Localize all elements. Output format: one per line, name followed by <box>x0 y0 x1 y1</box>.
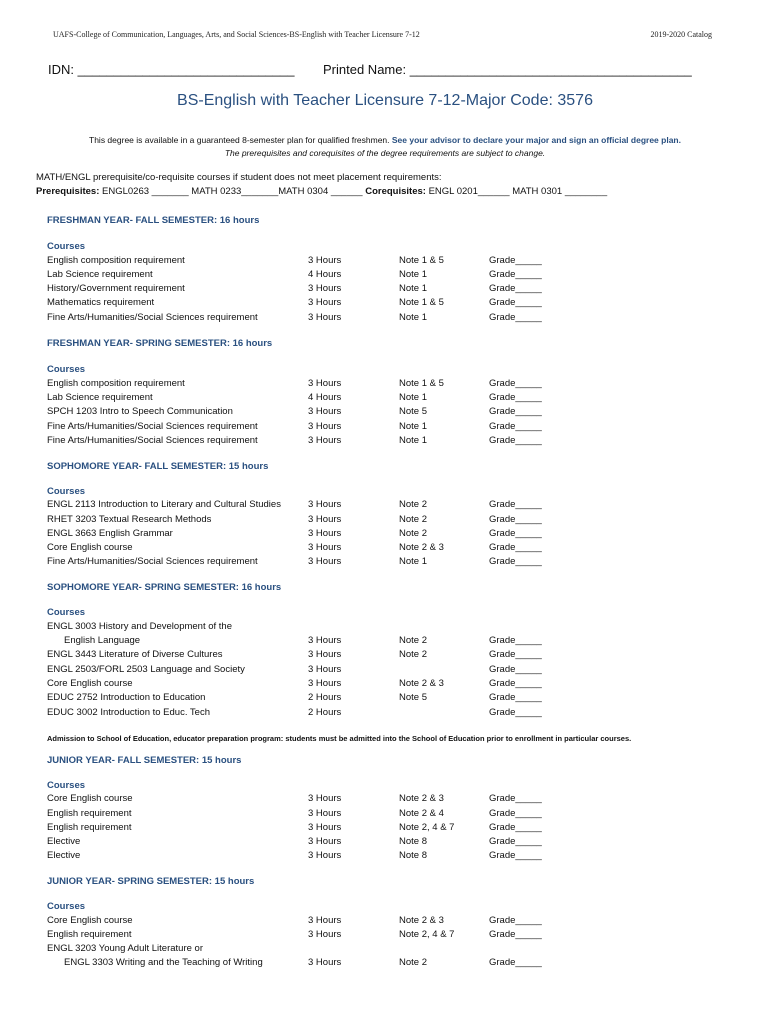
prereq-courses: ENGL0263 _______ MATH 0233_______MATH 0304 ______ <box>99 186 366 197</box>
course-hours: 3 Hours <box>308 915 342 926</box>
grade-field[interactable]: Grade_____ <box>489 822 542 833</box>
course-hours: 2 Hours <box>308 692 342 703</box>
course-hours: 3 Hours <box>308 499 342 510</box>
requirements-change-note: The prerequisites and corequisites of the degree requirements are subject to change. <box>224 148 546 158</box>
course-name: ENGL 3303 Writing and the Teaching of Writing <box>64 957 263 968</box>
table-row <box>0 312 770 326</box>
course-note: Note 1 <box>399 283 427 294</box>
course-name: English requirement <box>47 808 132 819</box>
page-title: BS-English with Teacher Licensure 7-12-Major Code: 3576 <box>177 92 593 109</box>
course-name: Core English course <box>47 542 133 553</box>
idn-field[interactable]: IDN: ______________________________ <box>48 62 295 77</box>
course-note: Note 2 <box>399 514 427 525</box>
grade-field[interactable]: Grade_____ <box>489 836 542 847</box>
course-hours: 3 Hours <box>308 255 342 266</box>
grade-field[interactable]: Grade_____ <box>489 556 542 567</box>
course-name: ENGL 3203 Young Adult Literature or <box>47 943 203 954</box>
course-note: Note 1 <box>399 556 427 567</box>
course-name: EDUC 2752 Introduction to Education <box>47 692 206 703</box>
admission-note: Admission to School of Education, educator preparation program: students must be admitted into the School of Education prior to enrollment in particular courses. <box>47 734 632 743</box>
table-row <box>0 406 770 420</box>
course-hours: 2 Hours <box>308 707 342 718</box>
course-note: Note 1 <box>399 421 427 432</box>
course-note: Note 2 <box>399 957 427 968</box>
table-row <box>0 943 770 957</box>
course-name: English requirement <box>47 929 132 940</box>
grade-field[interactable]: Grade_____ <box>489 793 542 804</box>
table-row <box>0 635 770 649</box>
course-note: Note 1 <box>399 312 427 323</box>
course-hours: 3 Hours <box>308 635 342 646</box>
semester-title-junior-fall: JUNIOR YEAR- FALL SEMESTER: 15 hours <box>47 755 242 766</box>
table-row <box>0 836 770 850</box>
grade-field[interactable]: Grade_____ <box>489 808 542 819</box>
course-note: Note 2 & 4 <box>399 808 444 819</box>
table-row <box>0 255 770 269</box>
course-name: Lab Science requirement <box>47 392 153 403</box>
table-row <box>0 808 770 822</box>
courses-heading: Courses <box>47 241 86 252</box>
course-hours: 3 Hours <box>308 283 342 294</box>
courses-heading: Courses <box>47 607 86 618</box>
course-name: English Language <box>64 635 141 646</box>
semester-title-sophomore-spring: SOPHOMORE YEAR- SPRING SEMESTER: 16 hours <box>47 582 282 593</box>
grade-field[interactable]: Grade_____ <box>489 957 542 968</box>
course-hours: 3 Hours <box>308 435 342 446</box>
grade-field[interactable]: Grade_____ <box>489 664 542 675</box>
course-hours: 3 Hours <box>308 793 342 804</box>
table-row <box>0 707 770 721</box>
grade-field[interactable]: Grade_____ <box>489 915 542 926</box>
course-name: Elective <box>47 836 81 847</box>
course-note: Note 2 & 3 <box>399 793 444 804</box>
course-note: Note 1 <box>399 435 427 446</box>
course-hours: 3 Hours <box>308 664 342 675</box>
course-name: History/Government requirement <box>47 283 185 294</box>
course-note: Note 8 <box>399 836 427 847</box>
course-hours: 3 Hours <box>308 297 342 308</box>
course-hours: 3 Hours <box>308 528 342 539</box>
course-name: Core English course <box>47 793 133 804</box>
grade-field[interactable]: Grade_____ <box>489 649 542 660</box>
course-hours: 3 Hours <box>308 808 342 819</box>
course-name: ENGL 2503/FORL 2503 Language and Society <box>47 664 245 675</box>
course-name: English composition requirement <box>47 255 185 266</box>
page-header-left: UAFS-College of Communication, Languages, Arts, and Social Sciences-BS-English with Teacher Licensure 7-12 <box>53 30 420 39</box>
prereq-label: Prerequisites: <box>36 186 100 197</box>
grade-field[interactable]: Grade_____ <box>489 421 542 432</box>
grade-field[interactable]: Grade_____ <box>489 406 542 417</box>
course-name: Fine Arts/Humanities/Social Sciences requirement <box>47 556 258 567</box>
table-row <box>0 664 770 678</box>
course-name: ENGL 3443 Literature of Diverse Cultures <box>47 649 223 660</box>
courses-heading: Courses <box>47 364 86 375</box>
table-row <box>0 929 770 943</box>
table-row <box>0 514 770 528</box>
course-note: Note 2 & 3 <box>399 542 444 553</box>
course-hours: 3 Hours <box>308 556 342 567</box>
table-row <box>0 378 770 392</box>
grade-field[interactable]: Grade_____ <box>489 378 542 389</box>
coreq-label: Corequisites: <box>365 186 426 197</box>
course-hours: 3 Hours <box>308 421 342 432</box>
grade-field[interactable]: Grade_____ <box>489 499 542 510</box>
course-hours: 3 Hours <box>308 514 342 525</box>
course-hours: 4 Hours <box>308 269 342 280</box>
courses-heading: Courses <box>47 901 86 912</box>
course-note: Note 5 <box>399 692 427 703</box>
course-note: Note 1 <box>399 392 427 403</box>
course-note: Note 1 & 5 <box>399 255 444 266</box>
course-hours: 3 Hours <box>308 542 342 553</box>
table-row <box>0 649 770 663</box>
course-note: Note 5 <box>399 406 427 417</box>
course-hours: 3 Hours <box>308 312 342 323</box>
course-note: Note 2 <box>399 649 427 660</box>
course-name: Core English course <box>47 678 133 689</box>
courses-heading: Courses <box>47 486 86 497</box>
page-header-right: 2019-2020 Catalog <box>650 30 712 39</box>
course-name: ENGL 3003 History and Development of the <box>47 621 232 632</box>
course-name: English requirement <box>47 822 132 833</box>
course-hours: 3 Hours <box>308 957 342 968</box>
prereq-intro: MATH/ENGL prerequisite/co-requisite courses if student does not meet placement requirements: <box>36 172 442 183</box>
grade-field[interactable]: Grade_____ <box>489 283 542 294</box>
course-note: Note 1 <box>399 269 427 280</box>
course-hours: 3 Hours <box>308 822 342 833</box>
grade-field[interactable]: Grade_____ <box>489 297 542 308</box>
course-hours: 3 Hours <box>308 678 342 689</box>
courses-heading: Courses <box>47 780 86 791</box>
course-note: Note 1 & 5 <box>399 378 444 389</box>
course-hours: 3 Hours <box>308 406 342 417</box>
course-note: Note 1 & 5 <box>399 297 444 308</box>
printed-name-field[interactable]: Printed Name: _______________________________________ <box>323 62 692 77</box>
coreq-courses: ENGL 0201______ MATH 0301 ________ <box>425 186 608 197</box>
course-hours: 3 Hours <box>308 850 342 861</box>
table-row <box>0 822 770 836</box>
course-name: ENGL 2113 Introduction to Literary and Cultural Studies <box>47 499 281 510</box>
advisor-note: See your advisor to declare your major and sign an official degree plan. <box>391 135 681 145</box>
course-name: Core English course <box>47 915 133 926</box>
grade-field[interactable]: Grade_____ <box>489 707 542 718</box>
semester-title-sophomore-fall: SOPHOMORE YEAR- FALL SEMESTER: 15 hours <box>47 461 269 472</box>
table-row <box>0 528 770 542</box>
table-row <box>0 621 770 635</box>
table-row <box>0 283 770 297</box>
course-hours: 3 Hours <box>308 929 342 940</box>
table-row <box>0 297 770 311</box>
semester-title-junior-spring: JUNIOR YEAR- SPRING SEMESTER: 15 hours <box>47 876 255 887</box>
course-note: Note 2 <box>399 528 427 539</box>
table-row <box>0 435 770 449</box>
course-note: Note 8 <box>399 850 427 861</box>
course-name: EDUC 3002 Introduction to Educ. Tech <box>47 707 211 718</box>
course-name: Mathematics requirement <box>47 297 155 308</box>
table-row <box>0 850 770 864</box>
course-note: Note 2, 4 & 7 <box>399 929 455 940</box>
grade-field[interactable]: Grade_____ <box>489 542 542 553</box>
table-row <box>0 915 770 929</box>
table-row <box>0 678 770 692</box>
grade-field[interactable]: Grade_____ <box>489 435 542 446</box>
grade-field[interactable]: Grade_____ <box>489 392 542 403</box>
course-name: Fine Arts/Humanities/Social Sciences requirement <box>47 312 258 323</box>
availability-main: This degree is available in a guaranteed 8-semester plan for qualified freshmen. <box>89 135 392 145</box>
table-row <box>0 269 770 283</box>
grade-field[interactable]: Grade_____ <box>489 528 542 539</box>
course-name: Lab Science requirement <box>47 269 153 280</box>
grade-field[interactable]: Grade_____ <box>489 678 542 689</box>
table-row <box>0 556 770 570</box>
semester-title-freshman-fall: FRESHMAN YEAR- FALL SEMESTER: 16 hours <box>47 215 260 226</box>
course-name: SPCH 1203 Intro to Speech Communication <box>47 406 233 417</box>
grade-field[interactable]: Grade_____ <box>489 269 542 280</box>
course-note: Note 2 & 3 <box>399 678 444 689</box>
course-hours: 3 Hours <box>308 378 342 389</box>
table-row <box>0 392 770 406</box>
course-name: ENGL 3663 English Grammar <box>47 528 173 539</box>
table-row <box>0 793 770 807</box>
course-note: Note 2 & 3 <box>399 915 444 926</box>
course-note: Note 2 <box>399 499 427 510</box>
course-name: Elective <box>47 850 81 861</box>
grade-field[interactable]: Grade_____ <box>489 635 542 646</box>
course-name: English composition requirement <box>47 378 185 389</box>
grade-field[interactable]: Grade_____ <box>489 929 542 940</box>
grade-field[interactable]: Grade_____ <box>489 692 542 703</box>
grade-field[interactable]: Grade_____ <box>489 312 542 323</box>
grade-field[interactable]: Grade_____ <box>489 850 542 861</box>
course-hours: 4 Hours <box>308 392 342 403</box>
table-row <box>0 499 770 513</box>
course-name: Fine Arts/Humanities/Social Sciences requirement <box>47 421 258 432</box>
prereq-line <box>36 186 607 197</box>
course-note: Note 2, 4 & 7 <box>399 822 455 833</box>
semester-title-freshman-spring: FRESHMAN YEAR- SPRING SEMESTER: 16 hours <box>47 338 273 349</box>
course-note: Note 2 <box>399 635 427 646</box>
table-row <box>0 421 770 435</box>
table-row <box>0 542 770 556</box>
grade-field[interactable]: Grade_____ <box>489 255 542 266</box>
course-name: RHET 3203 Textual Research Methods <box>47 514 212 525</box>
table-row <box>0 957 770 971</box>
availability-text <box>0 135 770 145</box>
course-hours: 3 Hours <box>308 836 342 847</box>
course-hours: 3 Hours <box>308 649 342 660</box>
course-name: Fine Arts/Humanities/Social Sciences requirement <box>47 435 258 446</box>
table-row <box>0 692 770 706</box>
grade-field[interactable]: Grade_____ <box>489 514 542 525</box>
